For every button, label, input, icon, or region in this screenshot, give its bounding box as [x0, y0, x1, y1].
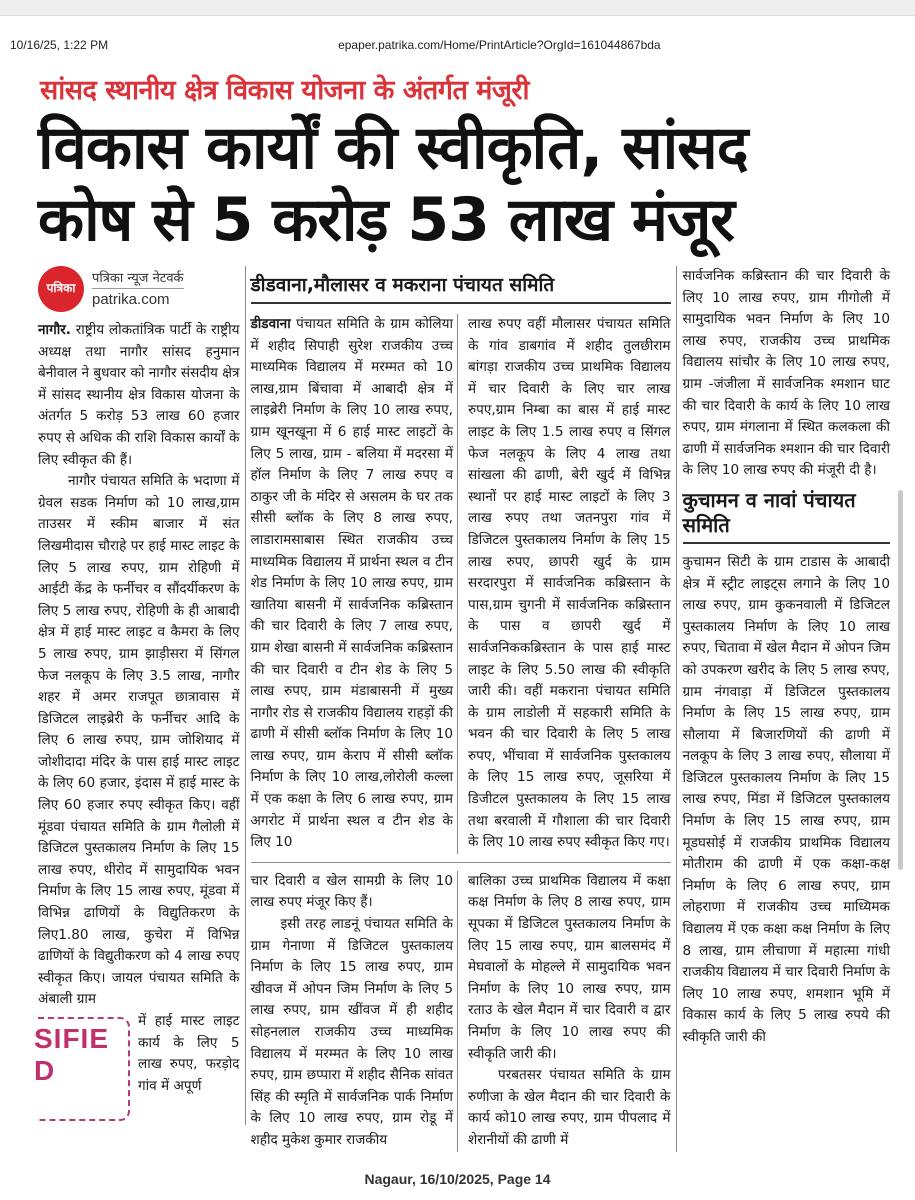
section-heading: कुचामन व नावां पंचायत समिति — [683, 488, 891, 544]
headline-line-2: कोष से 5 करोड़ 53 लाख मंजूर — [38, 185, 734, 255]
paragraph: लाख रुपए वहीं मौलासर पंचायत समिति के गांव डाबगांव में शहीद तुलछीराम बांगड़ा राजकीय उच्च प्राथमिक विद्यालय में चार दिवारी के लिए चार लाख रुपए,ग्राम निम्बा का बास में हाई मास्ट लाइट के लिए 1.5 लाख रुपए व सिंगल फेज नलकूप के लिए 4 लाख तथा सांखला की ढाणी, बेरी खुर्द में विभिन्न स्थानों पर हाई मास्ट लाइटों के लिए 3 लाख रुपए तथा जतनपुरा गांव में डिजिटल पुस्तकालय निर्माण के लिए 15 लाख रुपए, छापरी खुर्द के ग्राम सरदारपुरा में सार्वजनिक कब्रिस्तान के पास,ग्राम चुगनी में सार्वजनिक कब्रिस्तान के पास व छापरी खुर्द में सार्वजनिककब्रिस्तान के पास हाई मास्ट लाइट के लिए 5.50 लाख की स्वीकृति जारी की। वहीं मकराना पंचायत समिति के ग्राम लाडोली में सहकारी समिति के भवन की चार दिवारी के लिए 5 लाख रुपए, भींचावा में सार्वजनिक पुस्तकालय के लिए 15 लाख रुपए, जूसरिया में डिजीटल पुस्तकालय के लिए 15 लाख तथा बरवाली में गौशाला की चार दिवारी के लिए 10 लाख रुपए स्वीकृत किए गए। — [468, 316, 671, 851]
dateline: नागौर. — [38, 322, 71, 338]
brand-block — [38, 266, 240, 312]
column-3-top — [468, 314, 671, 854]
byline — [92, 270, 184, 309]
column-2-bottom — [251, 871, 459, 1152]
logo-text: पत्रिका — [46, 281, 76, 296]
section-divider — [251, 862, 671, 863]
dateline: डीडवाना — [250, 316, 291, 332]
column-4 — [677, 266, 891, 1049]
paragraph — [251, 314, 454, 854]
column-1 — [34, 266, 246, 1125]
paragraph — [38, 320, 240, 471]
upper-section — [251, 314, 671, 854]
classified-ad-box — [34, 1017, 130, 1121]
article-body — [34, 266, 890, 1152]
lower-section — [251, 871, 671, 1152]
column-3-bottom — [468, 871, 671, 1152]
print-url: epaper.patrika.com/Home/PrintArticle?OrgId=161044867bda — [338, 38, 661, 52]
browser-top-strip — [0, 0, 915, 16]
paragraph: कुचामन सिटी के ग्राम टाडास के आबादी क्षेत्र में स्ट्रीट लाइट्स लगाने के लिए 10 लाख रुपए, ग्राम कुकनवाली में डिजिटल पुस्तकालय निर्माण के लिए 10 लाख रुपए, चितावा में खेल मैदान में ओपन जिम को उपकरण खरीद के लिए 5 लाख रुपए, ग्राम नंगवाड़ा में डिजिटल पुस्तकालय निर्माण के लिए 15 लाख रुपए, ग्राम सौलाया में बिजारणियों की ढाणी में नलकूप के लिए 3 लाख रुपए, सौलाया में डिजिटल पुस्तकालय निर्माण के लिए 15 लाख रुपए, मिंडा में डिजिटल पुस्तकालय निर्माण के लिए 15 लाख रुपए, ग्राम मूडघसोई में राजकीय प्राथमिक विद्यालय मोतीराम की ढाणी में एक कक्षा-कक्ष निर्माण के लिए 6 लाख रुपए, ग्राम लोहराणा में राजकीय उच्च माध्यिमक विद्यालय में एक कक्षा कक्ष निर्माण के लिए 8 लाख, ग्राम लीचाणा में महात्मा गांधी राजकीय विद्यालय में चार दिवारी निर्माण के लिए 10 लाख रुपए, शमशान भूमि में विकास कार्य के लिए 5 लाख रुपये की स्वीकृति जारी की — [682, 553, 890, 1045]
paragraph-text: राष्ट्रीय लोकतांत्रिक पार्टी के राष्ट्रीय अध्यक्ष तथा नागौर सांसद हनुमान बेनीवाल ने बुधवार को नागौर संसदीय क्षेत्र में सांसद स्थानीय क्षेत्र विकास योजना के अंतर्गत 5 करोड़ 53 लाख 60 हजार रुपए से अधिक की राशि विकास कार्यों के लिए स्वीकृत की हैं। — [38, 322, 240, 468]
print-timestamp: 10/16/25, 1:22 PM — [10, 38, 109, 52]
paragraph: परबतसर पंचायत समिति के ग्राम रुणीजा के खेल मैदान की चार दिवारी के कार्य को10 लाख रुपए, ग्राम पीपलाद में शेरानीयों की ढाणी में — [468, 1067, 671, 1148]
patrika-logo — [38, 266, 84, 312]
paragraph-text: पंचायत समिति के ग्राम कोलिया में शहीद सिपाही सुरेश राजकीय उच्च माध्यमिक विद्यालय में मरम्मत को 10 लाख,ग्राम बिंचावा में आबादी क्षेत्र में लाइब्रेरी निर्माण के लिए 10 लाख रुपए, ग्राम खूनखूना में 6 हाई मास्ट लाइटों के लिए 5 लाख, ग्राम - बलिया में मदरसा में हॉल निर्माण के लिए 7 लाख रुपए व ठाकुर जी के मंदिर से असलम के घर तक सीसी ब्लॉक के लिए 8 लाख रुपए, लाडारामसाबास स्थित राजकीय उच्च माध्यमिक विद्यालय में प्रार्थना स्थल व टीन शेड निर्माण के लिए 10 लाख रुपए, ग्राम खातिया बासनी में सार्वजनिक कब्रिस्तान की चार दिवारी के लिए 7 लाख रुपए, ग्राम शेखा बासनी में सार्वजनिक कब्रिस्तान की चार दिवारी व टीन शेड के लिए 5 लाख रुपए, ग्राम मंडाबासनी में मुख्य नागौर रोड से राजकीय विद्यालय राहड़ों की ढाणी में सीसी ब्लॉक निर्माण के लिए 10 लाख रुपए, ग्राम केराप में सीसी ब्लॉक निर्माण के लिए 10 लाख,लोरोली कल्ला में एक कक्षा के लिए 6 लाख रुपए, ग्राम अगरोट में प्रार्थना स्थल व टीन शेड के लिए 10 — [250, 316, 453, 851]
paragraph: नागौर पंचायत समिति के भदाणा में ग्रेवल सडक निर्माण को 10 लाख,ग्राम ताउसर में स्कीम बाजार में संत लिखमीदास चौराहे पर हाई मास्ट लाइट के लिए 5 लाख रुपए, ग्राम रोहिणी में आईटी केंद्र के फर्नीचर व सौंदर्यीकरण के लिए 5 लाख रुपए, रोहिणी के ही आबादी क्षेत्र में हाई मास्ट लाइट व कैमरा के लिए 5 लाख रुपए, ग्राम झाड़ीसरा में सिंगल फेज नलकूप के लिए 3.5 लाख, नागौर शहर में अमर राजपूत छात्रावास में डिजिटल लाइब्रेरी के फर्नीचर आदि के लिए 6 लाख रुपए, ग्राम जोशियाद में जोशीदादा मंदिर के पास हाई मास्ट लाइट के लिए 60 हजार, इंदास में हाई मास्ट के लिए 60 हजार रुपए स्वीकृत किए। वहीं मूंडवा पंचायत समिति के ग्राम गैलोली में डिजिटल पुस्तकालय निर्माण के लिए 15 लाख रुपए, थीरोद में सामुदायिक भवन निर्माण के लिए 15 लाख रुपए, मूंडवा में विभिन्न ढाणियों के विद्युतिकरण के लिए1.80 लाख, कुचेरा में विभिन्न ढाणियों के विद्युतीकरण को 4 लाख रुपए स्वीकृत किए। जायल पंचायत समिति के अंबाली ग्राम — [38, 473, 240, 1008]
classified-label: SIFIED — [34, 1023, 110, 1086]
article-headline — [38, 112, 895, 256]
paragraph: बालिका उच्च प्राथमिक विद्यालय में कक्षा कक्ष निर्माण के लिए 8 लाख रुपए, ग्राम सूपका में डिजिटल पुस्तकालय निर्माण के लिए 15 लाख रुपए, ग्राम बालसमंद में मेघवालों के मोहल्ले में सामुदायिक भवन निर्माण के लिए 10 लाख रुपए, ग्राम रताउ के खेल मैदान में चार दिवारी व द्वार निर्माण के लिए 10 लाख रुपए की स्वीकृति जारी की। — [468, 872, 671, 1062]
article-subhead: डीडवाना,मौलासर व मकराना पंचायत समिति — [251, 272, 671, 304]
paragraph: इसी तरह लाडनूं पंचायत समिति के ग्राम गेनाणा में डिजिटल पुस्तकालय निर्माण के लिए 15 लाख रुपए, ग्राम खीवज में ओपन जिम निर्माण के लिए 5 लाख रुपए, ग्राम खींवज में ही शहीद सोहनलाल राजकीय उच्च माध्यमिक विद्यालय में मरम्मत के लिए 10 लाख रुपए, ग्राम छप्पारा में शहीद सैनिक सांवत सिंह की स्मृति में सार्वजनिक पार्क निर्माण के लिए 10 लाख रुपए, ग्राम रोडू में शहीद मुकेश कुमार राजकीय — [250, 916, 453, 1148]
headline-line-1: विकास कार्यों की स्वीकृति, सांसद — [38, 113, 748, 183]
paragraph: सार्वजनिक कब्रिस्तान की चार दिवारी के लिए 10 लाख रुपए, ग्राम गीगोली में सामुदायिक भवन निर्माण के लिए 10 लाख रुपए, राजकीय उच्च प्राथमिक विद्यालय सांचौर के लिए 10 लाख रुपए, ग्राम -जंजीला में सार्वजनिक श्मशान घाट की चार दिवारी के कार्य के लिए 10 लाख रुपए, ग्राम मंगलाना में स्थित कलकला की ढाणी में सार्वजनिक श्मशान की चार दिवारी के लिए 10 लाख रुपए की मंजूरी दी है। — [682, 268, 890, 479]
byline-network: पत्रिका न्यूज नेटवर्क — [92, 270, 184, 286]
page-footer: Nagaur, 16/10/2025, Page 14 — [364, 1170, 551, 1187]
paragraph: में हाई मास्ट लाइट कार्य के लिए 5 लाख रुपए, फरड़ोद गांव में अपूर्ण — [138, 1013, 240, 1094]
scrollbar-thumb[interactable] — [898, 490, 903, 870]
print-header — [0, 16, 915, 52]
article-kicker: सांसद स्थानीय क्षेत्र विकास योजना के अंतर्गत मंजूरी — [40, 75, 529, 106]
middle-columns — [246, 266, 677, 1152]
byline-site: patrika.com — [92, 288, 184, 309]
paragraph: चार दिवारी व खेल सामग्री के लिए 10 लाख रुपए मंजूर किए हैं। — [250, 872, 453, 911]
column-2-top — [251, 314, 459, 854]
